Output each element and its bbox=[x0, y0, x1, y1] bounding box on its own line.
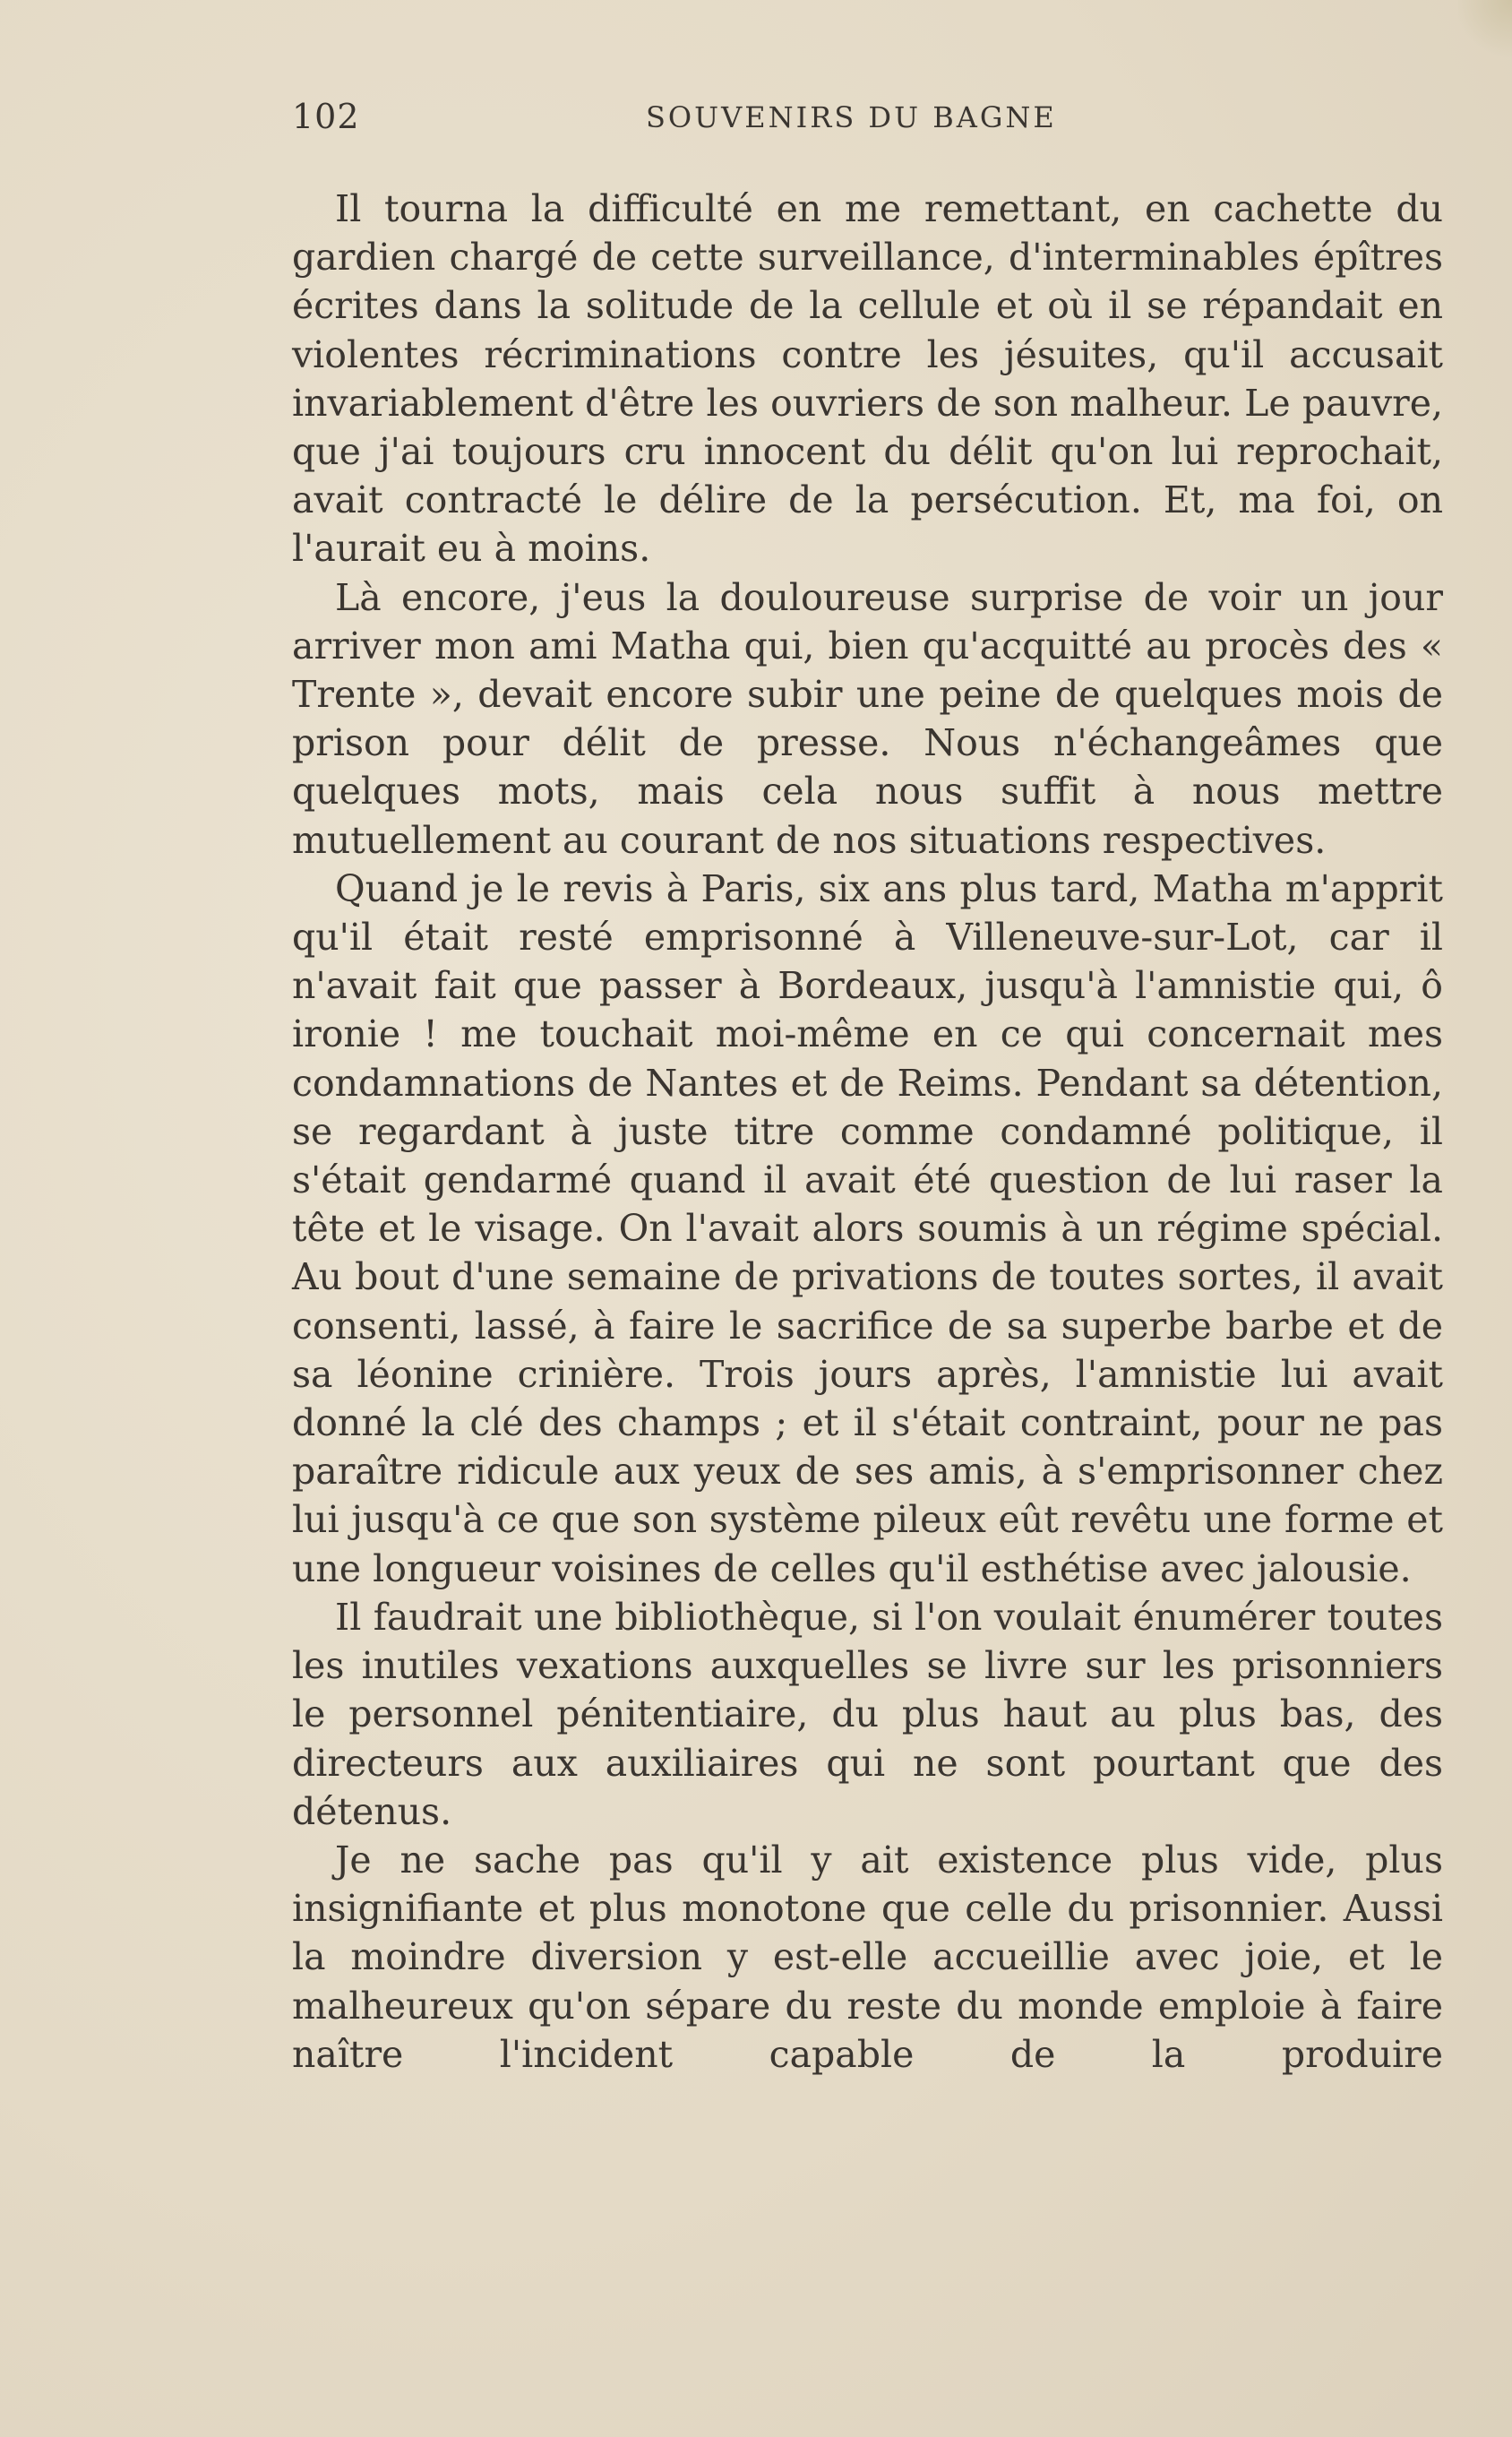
paragraph: Il faudrait une bibliothèque, si l'on voulait énumérer toutes les inutiles vexations auxquelles se livre sur les prisonniers le personnel pénitentiaire, du plus haut au plus bas, des directeurs aux auxiliaires qui ne sont pourtant que des détenus. bbox=[292, 1595, 1443, 1833]
page-stain bbox=[1458, 0, 1512, 63]
page-header bbox=[292, 97, 1443, 142]
page-number: 102 bbox=[292, 97, 360, 136]
paragraph: Là encore, j'eus la douloureuse surprise de voir un jour arriver mon ami Matha qui, bien qu'acquitté au procès des « Trente », devait encore subir une peine de quelques mois de prison pour délit de presse. Nous n'échangeâmes que quelques mots, mais cela nous suffit à nous mettre mutuellement au courant de nos situations respectives. bbox=[292, 575, 1443, 862]
paragraph: Quand je le revis à Paris, six ans plus tard, Matha m'apprit qu'il était resté emprisonné à Villeneuve-sur-Lot, car il n'avait fait que passer à Bordeaux, jusqu'à l'amnistie qui, ô ironie ! me touchait moi-même en ce qui concernait mes condamnations de Nantes et de Reims. Pendant sa détention, se regardant à juste titre comme condamné politique, il s'était gendarmé quand il avait été question de lui raser la tête et le visage. On l'avait alors soumis à un régime spécial. Au bout d'une semaine de privations de toutes sortes, il avait consenti, lassé, à faire le sacrifice de sa superbe barbe et de sa léonine crinière. Trois jours après, l'amnistie lui avait donné la clé des champs ; et il s'était contraint, pour ne pas paraître ridicule aux yeux de ses amis, à s'emprisonner chez lui jusqu'à ce que son système pileux eût revêtu une forme et une longueur voisines de celles qu'il esthétise avec jalousie. bbox=[292, 866, 1443, 1590]
paragraph: Il tourna la difficulté en me remettant, en cachette du gardien chargé de cette surveillance, d'interminables épîtres écrites dans la solitude de la cellule et où il se répandait en violentes récriminations contre les jésuites, qu'il accusait invariablement d'être les ouvriers de son malheur. Le pauvre, que j'ai toujours cru innocent du délit qu'on lui reprochait, avait contracté le délire de la persécution. Et, ma foi, on l'aurait eu à moins. bbox=[292, 187, 1443, 571]
paragraph: Je ne sache pas qu'il y ait existence plus vide, plus insignifiante et plus monotone que celle du prisonnier. Aussi la moindre diversion y est-elle accueillie avec joie, et le malheureux qu'on sépare du reste du monde emploie à faire naître l'incident capable de la produire bbox=[292, 1838, 1443, 2076]
body-text bbox=[292, 185, 1443, 2079]
running-title: SOUVENIRS DU BAGNE bbox=[646, 100, 1057, 134]
